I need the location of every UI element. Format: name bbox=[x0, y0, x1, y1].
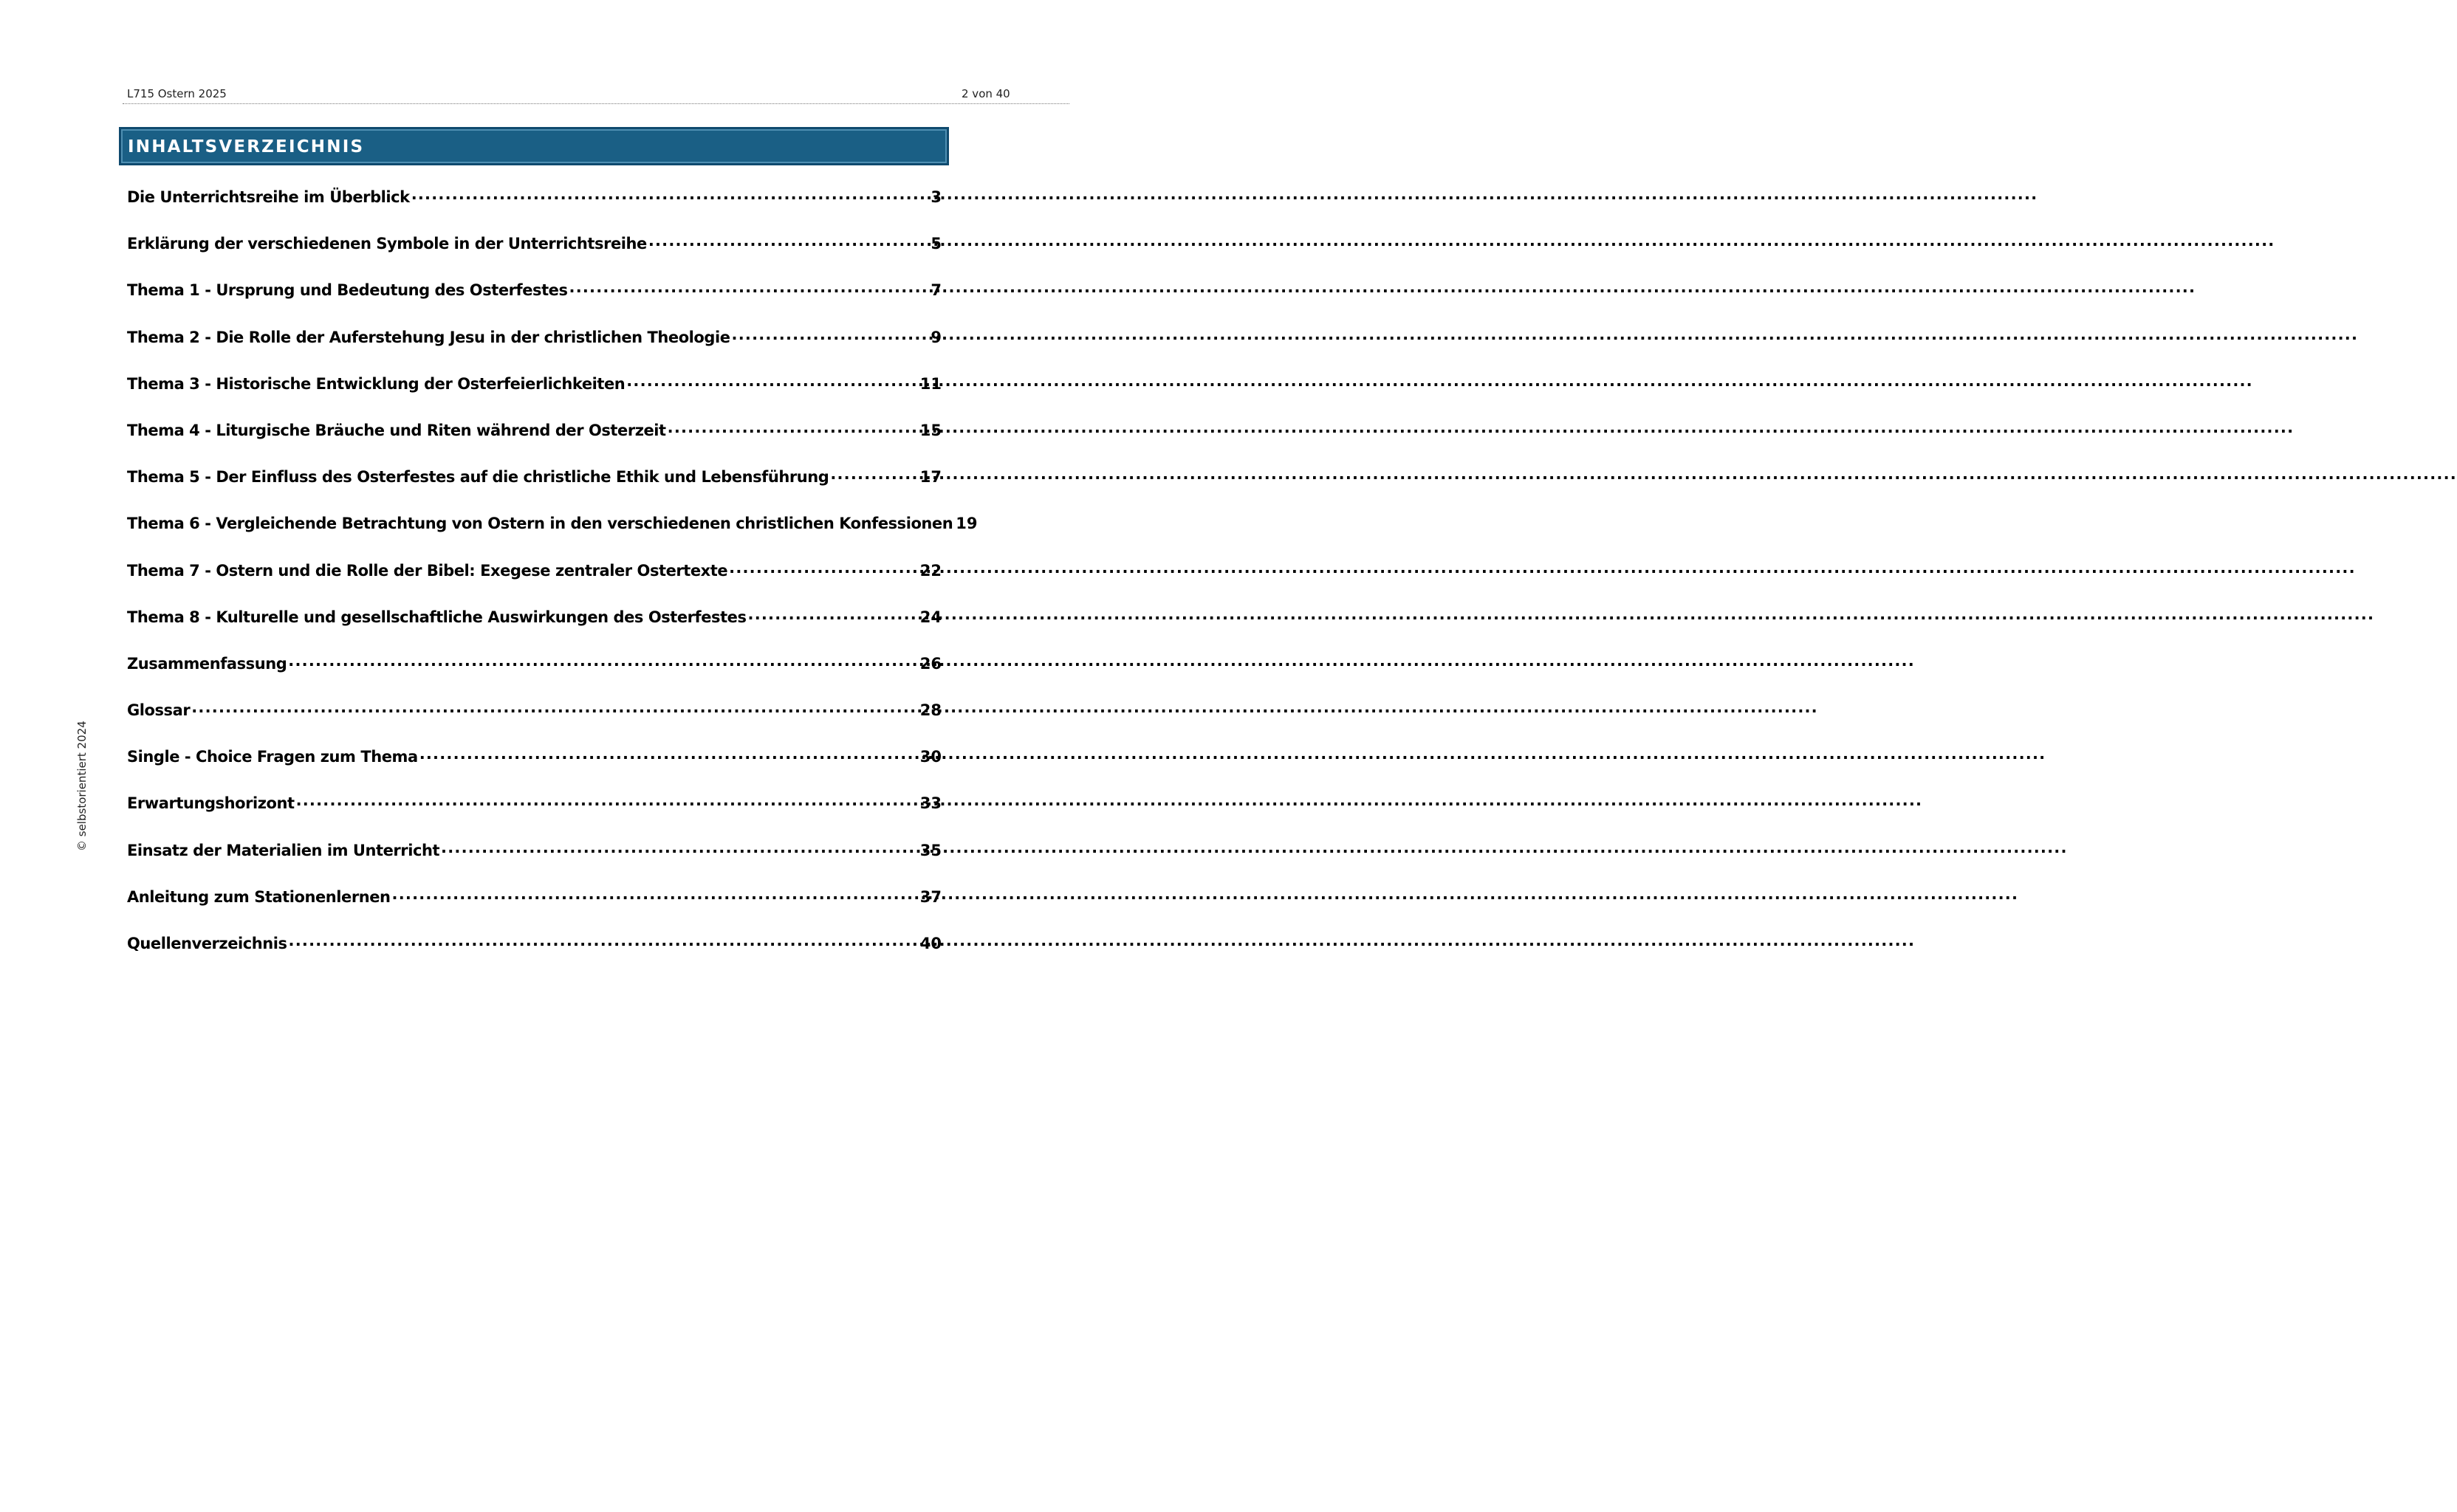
dot-leader bbox=[668, 420, 919, 436]
toc-entry[interactable] bbox=[127, 374, 942, 420]
toc-entry[interactable] bbox=[127, 746, 942, 793]
toc-entry[interactable] bbox=[127, 280, 942, 326]
dot-leader bbox=[626, 374, 919, 389]
dot-leader bbox=[441, 840, 919, 856]
dot-leader bbox=[411, 187, 922, 202]
toc-entry[interactable] bbox=[127, 933, 942, 980]
toc-entry-label: Erwartungshorizont bbox=[127, 794, 295, 813]
page-number: 2 von 40 bbox=[962, 87, 1010, 100]
toc-entry-label: Anleitung zum Stationenlernen bbox=[127, 887, 391, 906]
toc-entry-page: 5 bbox=[931, 235, 942, 253]
dot-leader bbox=[569, 280, 922, 295]
dot-leader bbox=[289, 933, 919, 949]
toc-entry[interactable] bbox=[127, 327, 942, 374]
toc-entry-label: Thema 4 - Liturgische Bräuche und Riten während der Osterzeit bbox=[127, 421, 666, 439]
dot-leader bbox=[830, 467, 918, 482]
dot-leader bbox=[748, 607, 919, 622]
toc-entry-page: 3 bbox=[931, 188, 942, 206]
toc-entry-page: 22 bbox=[919, 561, 942, 580]
document-id: L715 Ostern 2025 bbox=[127, 87, 227, 100]
dot-leader bbox=[191, 700, 919, 715]
toc-entry-page: 30 bbox=[919, 748, 942, 766]
toc-entry-page: 19 bbox=[956, 515, 978, 533]
toc-entry[interactable] bbox=[127, 513, 978, 560]
toc-entry-label: Zusammenfassung bbox=[127, 654, 287, 673]
toc-entry-label: Thema 6 - Vergleichende Betrachtung von Ostern in den verschiedenen christlichen Konfessionen bbox=[127, 515, 953, 533]
table-of-contents bbox=[127, 187, 978, 980]
dot-leader bbox=[419, 746, 919, 762]
toc-entry-label: Thema 7 - Ostern und die Rolle der Bibel: Exegese zentraler Ostertexte bbox=[127, 561, 728, 580]
toc-entry-page: 11 bbox=[919, 374, 942, 393]
toc-entry-page: 33 bbox=[919, 794, 942, 813]
toc-entry-page: 37 bbox=[919, 887, 942, 906]
toc-entry-page: 26 bbox=[919, 654, 942, 673]
dot-leader bbox=[648, 233, 922, 249]
toc-entry-page: 35 bbox=[919, 841, 942, 859]
toc-entry[interactable] bbox=[127, 700, 942, 746]
toc-entry-label: Thema 1 - Ursprung und Bedeutung des Osterfestes bbox=[127, 281, 568, 300]
toc-entry[interactable] bbox=[127, 793, 942, 839]
toc-entry-label: Glossar bbox=[127, 701, 191, 720]
toc-entry[interactable] bbox=[127, 653, 942, 700]
toc-entry-page: 24 bbox=[919, 608, 942, 626]
toc-entry-page: 9 bbox=[931, 328, 942, 346]
toc-entry-label: Thema 3 - Historische Entwicklung der Osterfeierlichkeiten bbox=[127, 374, 626, 393]
toc-entry-label: Single - Choice Fragen zum Thema bbox=[127, 748, 418, 766]
toc-entry-label: Die Unterrichtsreihe im Überblick bbox=[127, 188, 410, 206]
toc-entry-label: Einsatz der Materialien im Unterricht bbox=[127, 841, 440, 859]
toc-entry[interactable] bbox=[127, 607, 942, 653]
toc-entry-page: 15 bbox=[919, 421, 942, 439]
toc-entry-label: Thema 8 - Kulturelle und gesellschaftliche Auswirkungen des Osterfestes bbox=[127, 608, 747, 626]
toc-entry-label: Erklärung der verschiedenen Symbole in der Unterrichtsreihe bbox=[127, 235, 647, 253]
toc-entry[interactable] bbox=[127, 467, 942, 513]
dot-leader bbox=[288, 653, 918, 669]
toc-entry-page: 28 bbox=[919, 701, 942, 720]
toc-title: INHALTSVERZEICHNIS bbox=[128, 137, 365, 157]
toc-entry-page: 40 bbox=[919, 935, 942, 952]
dot-leader bbox=[729, 560, 919, 576]
toc-entry-label: Thema 2 - Die Rolle der Auferstehung Jesu in der christlichen Theologie bbox=[127, 328, 730, 346]
toc-entry[interactable] bbox=[127, 187, 942, 233]
toc-entry-page: 7 bbox=[931, 281, 942, 300]
copyright-text: © selbstorientiert 2024 bbox=[75, 721, 89, 851]
dot-leader bbox=[392, 887, 919, 902]
toc-entry[interactable] bbox=[127, 560, 942, 607]
page-header bbox=[123, 84, 1069, 104]
toc-entry[interactable] bbox=[127, 887, 942, 933]
dot-leader bbox=[732, 327, 922, 343]
toc-entry[interactable] bbox=[127, 233, 942, 280]
toc-entry[interactable] bbox=[127, 840, 942, 887]
toc-entry-label: Quellenverzeichnis bbox=[127, 935, 287, 952]
toc-entry-page: 17 bbox=[919, 468, 942, 487]
toc-entry-label: Thema 5 - Der Einfluss des Osterfestes auf die christliche Ethik und Lebensführung bbox=[127, 468, 829, 487]
dot-leader bbox=[296, 793, 919, 808]
toc-entry[interactable] bbox=[127, 420, 942, 467]
toc-heading-banner bbox=[119, 127, 949, 165]
